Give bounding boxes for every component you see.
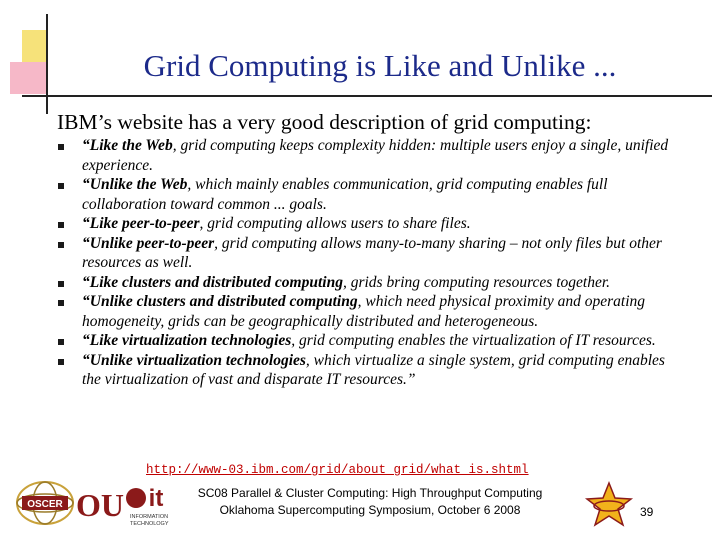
bullet-text: , grid computing keeps complexity hidden: multiple users enjoy a single, unified experience. bbox=[82, 137, 669, 174]
bullet-square-icon bbox=[58, 281, 64, 287]
bullet-square-icon bbox=[58, 300, 64, 306]
bullet-list bbox=[55, 136, 670, 390]
bullet-lead: “Unlike peer-to-peer bbox=[82, 234, 215, 252]
oscer-logo-text: OSCER bbox=[27, 499, 63, 510]
list-item bbox=[55, 136, 670, 175]
bullet-square-icon bbox=[58, 183, 64, 189]
ibm-grid-link[interactable]: http://www-03.ibm.com/grid/about_grid/what_is.shtml bbox=[146, 463, 529, 477]
slide-title: Grid Computing is Like and Unlike ... bbox=[143, 48, 617, 83]
bullet-text: , which mainly enables communication, grid computing enables full collaboration toward common ... goals. bbox=[82, 176, 608, 213]
bullet-lead: “Unlike clusters and distributed computing bbox=[82, 293, 358, 310]
it-logo-sub2: TECHNOLOGY bbox=[130, 521, 169, 527]
list-item bbox=[55, 273, 670, 293]
bullet-text: , grid computing allows many-to-many sharing – not only files but other resources as well. bbox=[82, 234, 662, 271]
bullet-square-icon bbox=[58, 359, 64, 365]
bullet-text: , which need physical proximity and operating homogeneity, grids can be geographically distributed and heterogeneous. bbox=[82, 293, 646, 330]
bullet-lead: “Unlike virtualization technologies bbox=[82, 351, 306, 369]
bullet-square-icon bbox=[58, 144, 64, 150]
bullet-lead: “Unlike the Web bbox=[82, 176, 188, 193]
bullet-lead: “Like peer-to-peer bbox=[82, 215, 200, 232]
bullet-lead: “Like clusters and distributed computing bbox=[82, 273, 343, 291]
decorative-yellow-square bbox=[22, 30, 48, 64]
list-item bbox=[55, 214, 670, 234]
bullet-text: , which virtualize a single system, grid computing enables the virtualization of vast and disparate IT resources.” bbox=[82, 351, 665, 388]
decorative-vertical-line bbox=[46, 14, 48, 114]
page-number: 39 bbox=[640, 505, 654, 519]
list-item bbox=[55, 351, 670, 390]
ou-logo-icon bbox=[76, 482, 124, 526]
footer-line-2: Oklahoma Supercomputing Symposium, October 6 2008 bbox=[219, 503, 521, 517]
it-logo-sub1: INFORMATION bbox=[130, 514, 169, 520]
title-underline bbox=[22, 95, 712, 97]
bullet-square-icon bbox=[58, 339, 64, 345]
it-logo-text: it bbox=[148, 485, 164, 512]
intro-text: IBM’s website has a very good description of grid computing: bbox=[57, 110, 592, 134]
footer-line-1: SC08 Parallel & Cluster Computing: High Throughput Computing bbox=[197, 486, 543, 500]
decorative-pink-square bbox=[10, 62, 48, 94]
bullet-lead: “Like virtualization technologies bbox=[82, 332, 292, 349]
oscer-logo-icon bbox=[14, 478, 76, 528]
ou-logo-text: OU bbox=[76, 487, 124, 523]
list-item bbox=[55, 175, 670, 214]
bullet-square-icon bbox=[58, 222, 64, 228]
bullet-text: , grid computing enables the virtualization of IT resources. bbox=[291, 332, 656, 349]
list-item bbox=[55, 292, 670, 331]
list-item bbox=[55, 331, 670, 351]
slide-footer bbox=[160, 485, 580, 519]
bullet-text: , grid computing allows users to share files. bbox=[199, 215, 471, 232]
bullet-square-icon bbox=[58, 242, 64, 248]
symposium-star-logo-icon bbox=[584, 480, 634, 530]
bullet-text: , grids bring computing resources together. bbox=[342, 273, 611, 291]
list-item bbox=[55, 234, 670, 273]
bullet-lead: “Like the Web bbox=[82, 137, 173, 154]
